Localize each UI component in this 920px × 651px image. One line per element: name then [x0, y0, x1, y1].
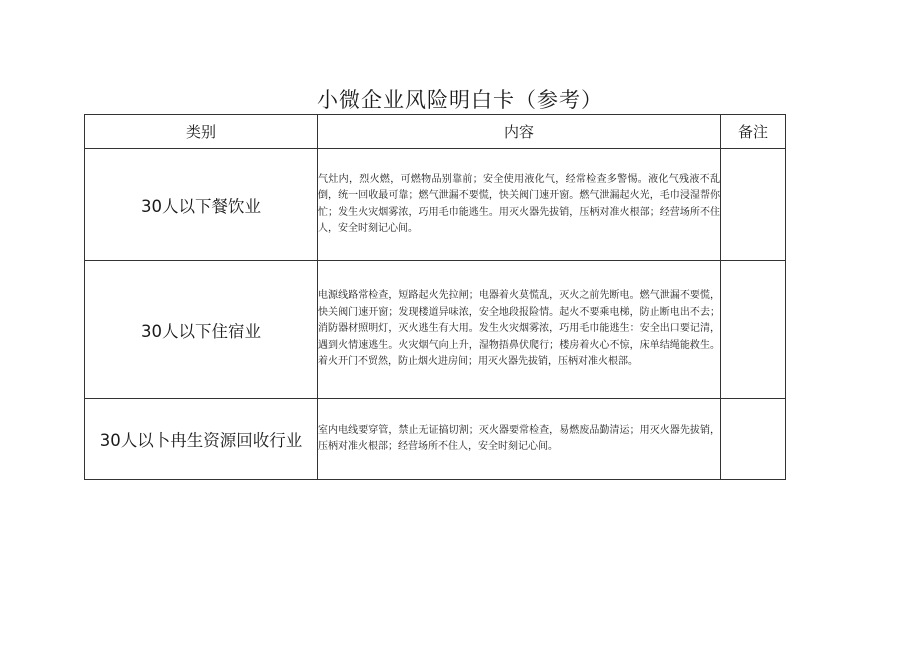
- header-note: 备注: [721, 115, 786, 149]
- category-cell: 30人以卜冉生资源回收行业: [85, 399, 318, 480]
- content-cell: 室内电线要穿管，禁止无证搞切割；灭火器要常检查，易燃废品勤清运；用灭火器先拔销，压柄对准火根部；经营场所不住人，安全时刻记心间。: [318, 399, 721, 480]
- content-cell: 气灶内，烈火燃，可燃物品别靠前；安全使用液化气，经常检查多警惕。液化气残液不乱倒，统一回收最可靠；燃气泄漏不要慌，快关阀门速开窗。燃气泄漏起火光，毛巾浸湿帮你忙；发生火灾烟雾浓，巧用毛巾能逃生。用灭火器先拔销，压柄对准火根部；经营场所不住人，安全时刻记心间。: [318, 149, 721, 261]
- category-cell: 30人以下餐饮业: [85, 149, 318, 261]
- content-cell: 电源线路常检查，短路起火先拉闸；电器着火莫慌乱，灭火之前先断电。燃气泄漏不要慌，快关阀门速开窗；发现楼道异味浓，安全地段报险情。起火不要乘电梯，防止断电出不去；消防器材照明灯，灭火逃生有大用。发生火灾烟雾浓，巧用毛巾能逃生：安全出口要记清，遇到火情速逃生。火灾烟气向上升，湿物捂鼻伏爬行；楼房着火心不惊，床单结绳能救生。着火开门不贸然，防止烟火进房间；用灭火器先拔销，压柄对准火根部。: [318, 261, 721, 399]
- note-cell: [721, 149, 786, 261]
- table-row: [85, 149, 786, 261]
- header-content: 内容: [318, 115, 721, 149]
- table-header-row: [85, 115, 786, 149]
- note-cell: [721, 399, 786, 480]
- note-cell: [721, 261, 786, 399]
- risk-card-table: [84, 114, 786, 480]
- table-row: [85, 261, 786, 399]
- category-cell: 30人以下住宿业: [85, 261, 318, 399]
- header-category: 类别: [85, 115, 318, 149]
- document-title: 小微企业风险明白卡（参考）: [317, 88, 603, 112]
- table-row: [85, 399, 786, 480]
